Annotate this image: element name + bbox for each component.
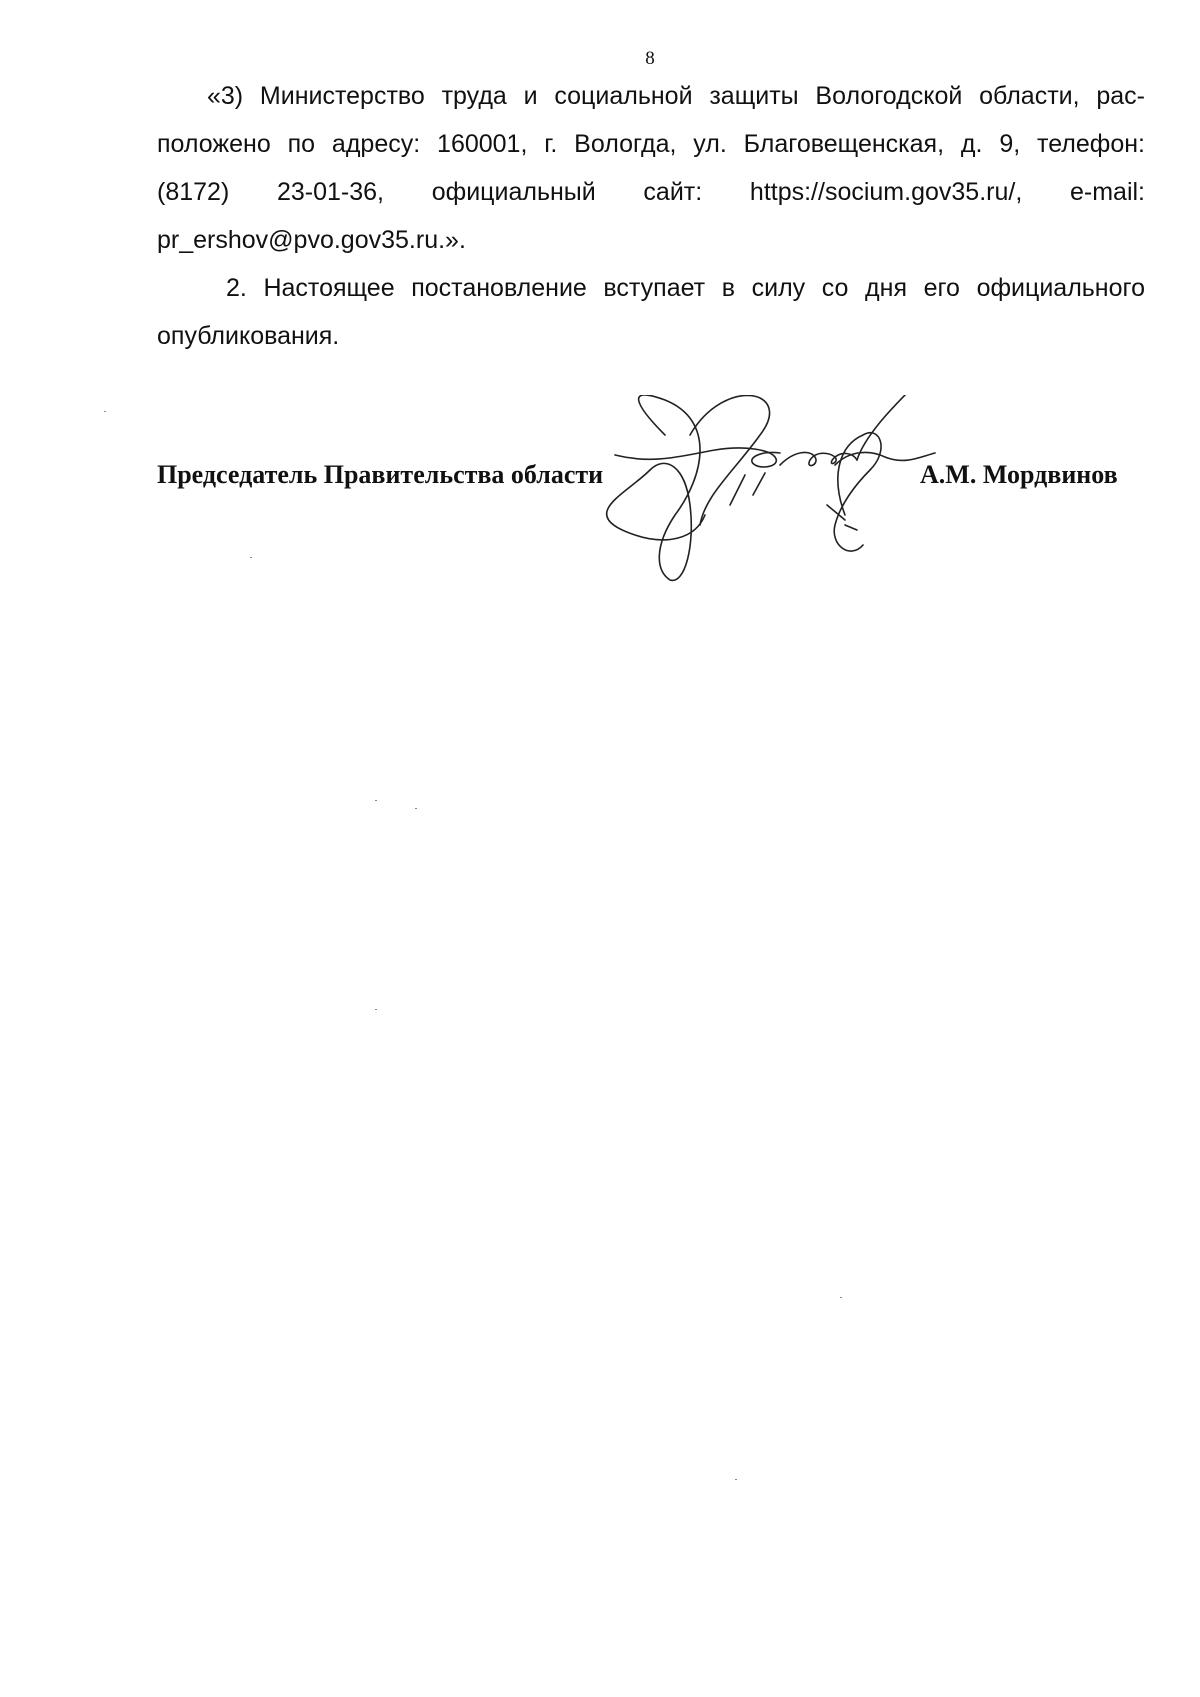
paragraph-line-text: 2. Настоящее постановление вступает в силу со дня его официального [226,274,1145,302]
paragraph-ministry-address [157,72,1145,264]
scan-speck [104,411,106,412]
scan-speck [375,800,377,801]
paragraph-line-text: «3) Министерство труда и социальной защиты Вологодской области, рас- [207,82,1145,110]
scan-speck [415,808,417,809]
paragraph-line: pr_ershov@pvo.gov35.ru.». [157,226,466,254]
paragraph-line: опубликования. [157,322,340,350]
page-number: 8 [645,48,655,69]
paragraph-line: (8172) 23-01-36, официальный сайт: https://socium.gov35.ru/, e-mail: [157,178,1145,206]
scan-speck [375,1009,377,1010]
scan-speck [840,1297,842,1298]
handwritten-signature [595,395,955,595]
paragraph-effective-date [157,264,1145,360]
signatory-title: Председатель Правительства области [157,460,604,489]
paragraph-line [157,264,1145,312]
paragraph-line [157,72,1145,120]
scan-speck [735,1479,737,1480]
scan-speck [250,557,252,558]
paragraph-line: положено по адресу: 160001, г. Вологда, ул. Благовещенская, д. 9, телефон: [157,130,1145,158]
signatory-name: А.М. Мордвинов [920,460,1118,489]
